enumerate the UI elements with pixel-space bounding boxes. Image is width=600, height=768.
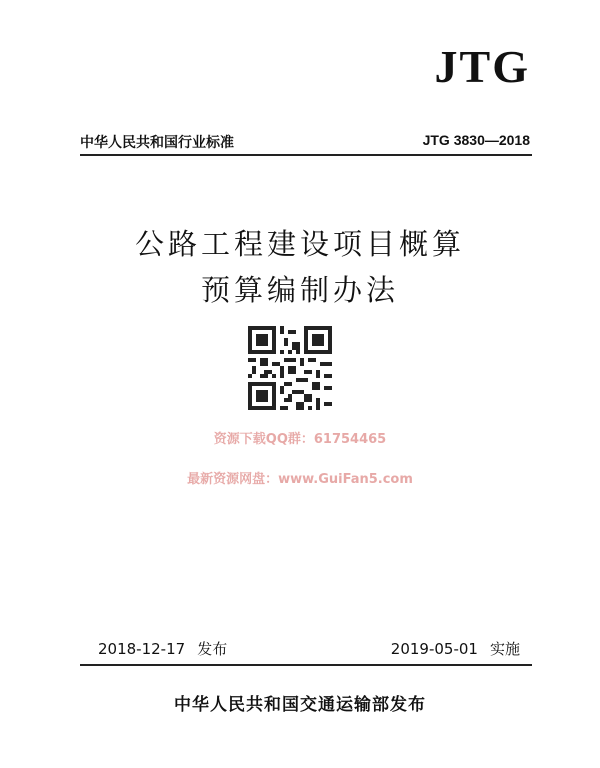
document-title-line-2: 预算编制办法 (200, 273, 399, 307)
implement-date: 2019-05-01 (390, 640, 478, 658)
issue-info (98, 638, 227, 659)
standard-category: 中华人民共和国行业标准 (80, 135, 234, 151)
top-divider (80, 154, 532, 156)
standard-code: JTG 3830—2018 (422, 132, 530, 148)
qr-code-icon (248, 326, 332, 410)
issue-date: 2018-12-17 (98, 640, 186, 658)
document-title-line-1: 公路工程建设项目概算 (134, 227, 465, 261)
bottom-divider (80, 664, 532, 666)
watermark-website: 最新资源网盘：www.GuiFan5.com (187, 472, 413, 487)
issue-label: 发布 (197, 640, 228, 658)
implement-label: 实施 (489, 640, 520, 658)
jtg-logo: JTG (434, 41, 530, 92)
publisher: 中华人民共和国交通运输部发布 (174, 695, 426, 715)
watermark-qq-group: 资源下载QQ群：61754465 (213, 432, 387, 447)
implement-info (391, 638, 520, 659)
